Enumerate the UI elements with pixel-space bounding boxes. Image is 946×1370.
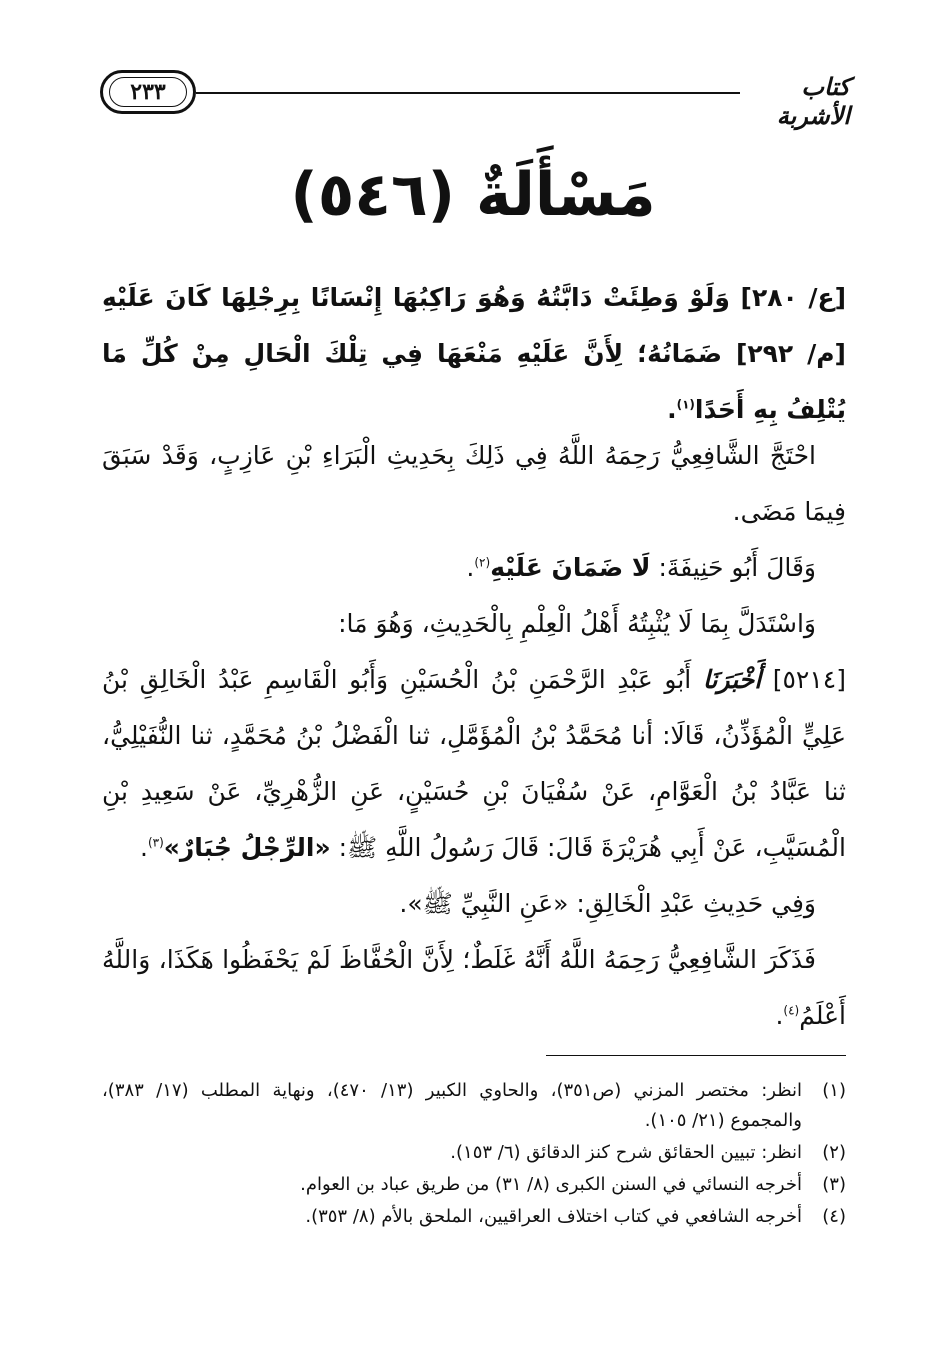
hadith-paragraph — [102, 652, 846, 876]
running-header — [100, 62, 850, 130]
punctuation: . — [667, 395, 677, 424]
manuscript-ref: [م/ ٢٩٢] — [735, 339, 846, 368]
hadith-text: «الرِّجْلُ جُبَارٌ» — [163, 833, 331, 862]
footnote-text: أخرجه النسائي في السنن الكبرى (٨/ ٣١) من طريق عباد بن العوام. — [300, 1174, 802, 1195]
footnote-text: أخرجه الشافعي في كتاب اختلاف العراقيين، الملحق بالأم (٨/ ٣٥٣). — [305, 1206, 802, 1227]
paragraph — [102, 540, 846, 596]
header-rule — [196, 92, 740, 94]
akhbarana-word: أَخْبَرَنَا — [702, 665, 762, 694]
footnote-marker: (٣) — [147, 835, 164, 850]
footnote — [102, 1202, 846, 1232]
matn-text: وَلَوْ وَطِئَتْ دَابَّتُهُ وَهُوَ رَاكِبُهَا إِنْسَانًا بِرِجْلِهَا كَانَ عَلَيْهِ — [102, 283, 741, 312]
commentary — [102, 428, 846, 1044]
footnote-number: (٤) — [822, 1206, 846, 1227]
paragraph-text: فَذَكَرَ الشَّافِعِيُّ رَحِمَهُ اللَّهُ أَنَّهُ غَلَطٌ؛ لِأَنَّ الْحُفَّاظَ لَمْ يَحْفَظُوا هَكَذَا، وَاللَّهُ أَعْلَمُ — [102, 945, 846, 1030]
footnote-text: انظر: تبيين الحقائق شرح كنز الدقائق (٦/ ١٥٣). — [450, 1142, 802, 1163]
footnote — [102, 1170, 846, 1200]
footnote — [102, 1076, 846, 1136]
paragraph — [102, 932, 846, 1044]
footnote — [102, 1138, 846, 1168]
paragraph: وَفِي حَدِيثِ عَبْدِ الْخَالِقِ: «عَنِ النَّبِيِّ ﷺ». — [399, 889, 816, 918]
footnote-marker: (١) — [676, 397, 695, 412]
paragraph: وَاسْتَدَلَّ بِمَا لَا يُثْبِتُهُ أَهْلُ الْعِلْمِ بِالْحَدِيثِ، وَهُوَ مَا: — [338, 609, 816, 638]
matn-paragraph — [102, 270, 846, 438]
punctuation: . — [466, 553, 475, 582]
paragraph-text: وَقَالَ أَبُو حَنِيفَةَ: — [650, 553, 816, 582]
footnote-marker: (٢) — [474, 555, 491, 570]
isnad-text: أَبُو عَبْدِ الرَّحْمَنِ بْنُ الْحُسَيْنِ وَأَبُو الْقَاسِمِ عَبْدُ الْخَالِقِ بْنُ عَلِيٍّ الْمُؤَذِّنُ، قَالَا: أنا مُحَمَّدُ بْنُ الْمُؤَمَّلِ، ثنا الْفَضْلُ بْنُ مُحَمَّدٍ، ثنا النُّفَيْلِيُّ، ثنا عَبَّادُ بْنُ الْعَوَّامِ، عَنْ سُفْيَانَ بْنِ حُسَيْنٍ، عَنِ الزُّهْرِيِّ، عَنْ سَعِيدِ بْنِ الْمُسَيَّبِ، عَنْ أَبِي هُرَيْرَةَ قَالَ: قَالَ رَسُولُ اللَّهِ ﷺ: — [102, 665, 846, 862]
footnote-number: (١) — [822, 1080, 846, 1101]
book-title: كتاب الأشربة — [776, 72, 850, 130]
page-number-frame — [100, 70, 196, 114]
paragraph: احْتَجَّ الشَّافِعِيُّ رَحِمَهُ اللَّهُ فِي ذَلِكَ بِحَدِيثِ الْبَرَاءِ بْنِ عَازِبٍ، وَقَدْ سَبَقَ فِيمَا مَضَى. — [102, 441, 846, 526]
manuscript-ref: [ع/ ٢٨٠] — [740, 283, 846, 312]
quoted-opinion: لَا ضَمَانَ عَلَيْهِ — [490, 553, 651, 582]
hadith-number: [٥٢١٤] — [761, 665, 846, 694]
punctuation: . — [775, 1001, 784, 1030]
matn-text: ضَمَانُهُ؛ لِأَنَّ عَلَيْهِ مَنْعَهَا فِي تِلْكَ الْحَالِ مِنْ كُلِّ مَا يُتْلِفُ بِهِ أَحَدًا — [102, 339, 846, 424]
footnote-marker: (٤) — [783, 1003, 800, 1018]
chapter-heading: مَسْأَلَةٌ (٥٤٦) — [290, 160, 656, 230]
footnote-text: انظر: مختصر المزني (ص٣٥١)، والحاوي الكبير (١٣/ ٤٧٠)، ونهاية المطلب (١٧/ ٣٨٣)، والمجموع (٢١/ ١٠٥). — [102, 1080, 802, 1131]
footnote-number: (٢) — [822, 1142, 846, 1163]
footnote-rule — [546, 1055, 846, 1056]
punctuation: . — [139, 833, 148, 862]
footnotes — [102, 1076, 846, 1234]
footnote-number: (٣) — [822, 1174, 846, 1195]
page-number: ٢٣٣ — [130, 79, 166, 105]
